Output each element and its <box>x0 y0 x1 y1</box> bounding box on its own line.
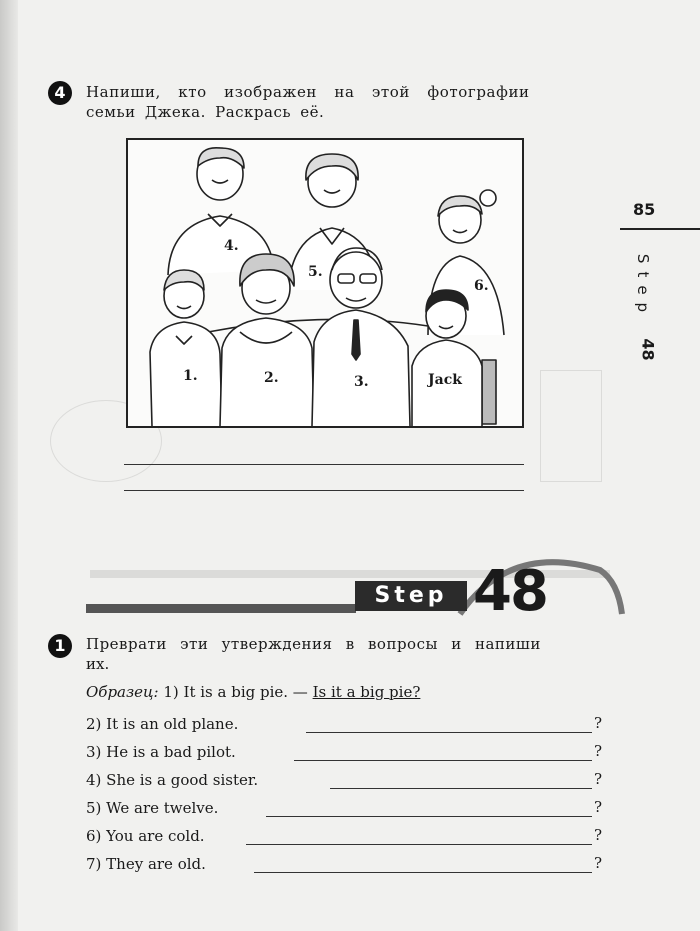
sample-label: Образец: <box>86 683 159 701</box>
sample-statement: 1) It is a big pie. — <box>163 683 308 701</box>
question-mark-3: ? <box>594 742 603 760</box>
question-mark-6: ? <box>594 826 603 844</box>
step-header-number: 48 <box>473 559 547 624</box>
side-tab-line <box>620 228 700 230</box>
figure-1-boy <box>150 270 222 426</box>
task-1-instruction-line2: их. <box>86 655 110 673</box>
exercise-item-4: 4) She is a good sister. <box>86 771 259 789</box>
page-number: 85 <box>633 200 656 219</box>
exercise-item-2: 2) It is an old plane. <box>86 715 239 733</box>
exercise-item-5: 5) We are twelve. <box>86 799 219 817</box>
question-mark-4: ? <box>594 770 603 788</box>
figure-label-3: 3. <box>354 374 369 390</box>
side-tab-step: Step <box>634 253 652 321</box>
figure-label-5: 5. <box>308 264 323 280</box>
figure-label-2: 2. <box>264 370 279 386</box>
answer-line-4[interactable] <box>330 788 592 789</box>
step-header-label: Step <box>355 581 467 611</box>
exercise-item-3: 3) He is a bad pilot. <box>86 743 236 761</box>
exercise-item-6: 6) You are cold. <box>86 827 205 845</box>
figure-label-jack: Jack <box>428 372 462 388</box>
figure-label-1: 1. <box>183 368 198 384</box>
answer-line-2[interactable] <box>306 732 592 733</box>
figure-label-4: 4. <box>224 238 239 254</box>
sample-row <box>86 682 420 702</box>
exercise-item-7: 7) They are old. <box>86 855 206 873</box>
task-4-answer-line-2[interactable] <box>124 490 524 491</box>
answer-line-7[interactable] <box>254 872 592 873</box>
task-4-instruction-line1: Напиши, кто изображен на этой фотографии <box>86 83 530 101</box>
step-header-bar <box>86 604 356 613</box>
task-1-number-badge: 1 <box>48 634 72 658</box>
answer-line-6[interactable] <box>246 844 592 845</box>
task-4-number-badge: 4 <box>48 81 72 105</box>
family-photo-illustration <box>126 138 524 428</box>
task-1-instruction-line1: Преврати эти утверждения в вопросы и напиши <box>86 635 541 653</box>
figure-label-6: 6. <box>474 278 489 294</box>
sample-answer: Is it a big pie? <box>312 683 421 701</box>
question-mark-2: ? <box>594 714 603 732</box>
answer-line-5[interactable] <box>266 816 592 817</box>
question-mark-7: ? <box>594 854 603 872</box>
task-4-instruction-line2: семьи Джека. Раскрась её. <box>86 103 325 121</box>
task-4-answer-line-1[interactable] <box>124 464 524 465</box>
answer-line-3[interactable] <box>294 760 592 761</box>
question-mark-5: ? <box>594 798 603 816</box>
side-tab-number: 48 <box>638 338 658 361</box>
